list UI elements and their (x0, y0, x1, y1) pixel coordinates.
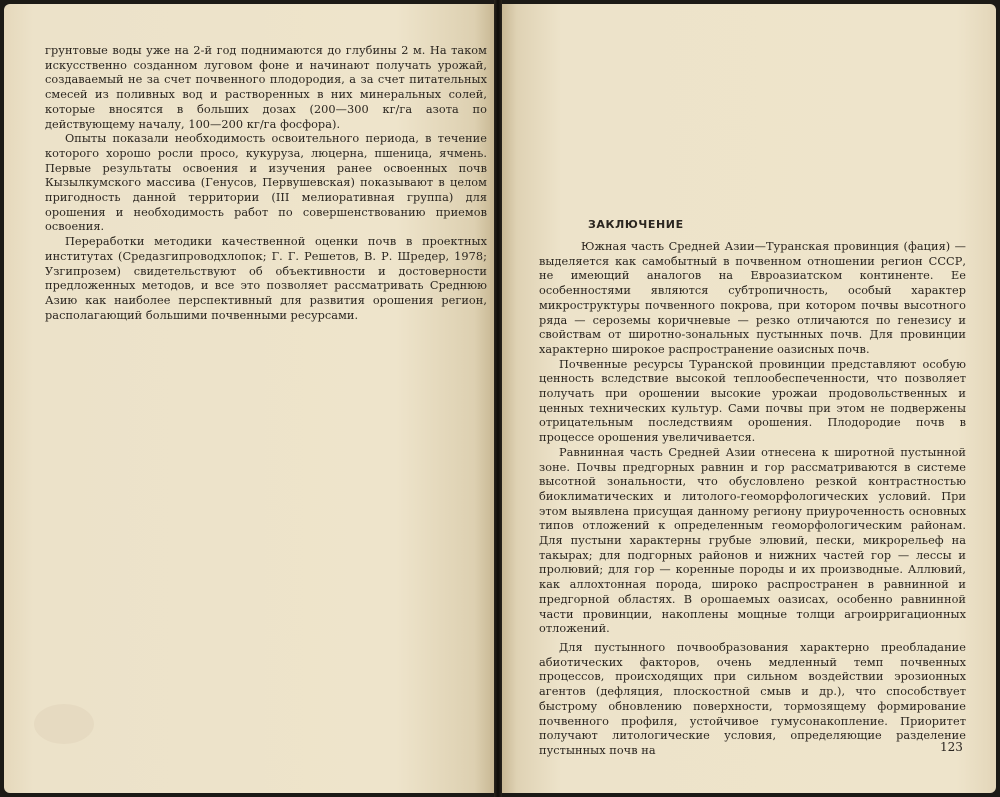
right-paragraph-4: Для пустынного почвообразования характерно преобладание абиотических факторов, очень медленный темп почвенных процессов, происходящих при сильном воздействии эрозионных агентов (дефляция, плоскостной смыв и др.), что способствует быстрому обновлению поверхности, тормозящему формирование почвенного профиля, устойчивое гумусонакопление. Приоритет получают литологические условия, определяющие разделение пустынных почв на (539, 640, 966, 757)
left-paragraph-2: Опыты показали необходимость освоительного периода, в течение которого хорошо росли просо, кукуруза, люцерна, пшеница, ячмень. Первые результаты освоения и изучения ранее освоенных почв Кызылкумского массива (Генусов, Первушевская) показывают в целом пригодность данной территории (III мелиоративная группа) для орошения и необходимость работ по совершенствованию приемов освоения. (45, 132, 487, 234)
left-paragraph-3: Переработки методики качественной оценки почв в проектных институтах (Средазгипроводхлопок; Г. Г. Решетов, В. Р. Шредер, 1978; Узгипрозем) свидетельствуют об объективности и достоверности предложенных методов, и все это позволяет рассматривать Среднюю Азию как наиболее перспективный для развития орошения регион, располагающий большими почвенными ресурсами. (45, 235, 487, 322)
left-page-text (45, 44, 487, 323)
left-paragraph-1: грунтовые воды уже на 2-й год поднимаются до глубины 2 м. На таком искусственно созданном луговом фоне и начинают получать урожай, создаваемый не за счет почвенного плодородия, а за счет питательных смесей из поливных вод и растворенных в них минеральных солей, которые вносятся в больших дозах (200—300 кг/га азота по действующему началу, 100—200 кг/га фосфора). (45, 44, 487, 131)
right-page (502, 4, 996, 793)
right-paragraph-1: Южная часть Средней Азии—Туранская провинция (фация) — выделяется как самобытный в почвенном отношении регион СССР, не имеющий аналогов на Евроазиатском континенте. Ее особенностями являются субтропичность, особый характер микроструктуры почвенного покрова, при котором почвы высотного ряда — сероземы коричневые — резко отличаются по генезису и свойствам от широтно-зональных пустынных почв. Для провинции характерно широкое распространение оазисных почв. (539, 240, 966, 356)
right-page-text (539, 240, 966, 759)
right-paragraph-3: Равнинная часть Средней Азии отнесена к широтной пустынной зоне. Почвы предгорных равнин и гор рассматриваются в системе высотной зональности, что обусловлено резкой контрастностью биоклиматических и литолого-геоморфологических условий. При этом выявлена присущая данному региону приуроченность основных типов отложений к определенным геоморфологическим районам. Для пустыни характерны грубые элювий, пески, микрорельеф на такырах; для подгорных районов и нижних частей гор — лессы и пролювий; для гор — коренные породы и их производные. Аллювий, как аллохтонная порода, широко распространен в равнинной и предгорной областях. В орошаемых оазисах, особенно равнинной части провинции, накоплены мощные толщи агроирригационных отложений. (539, 445, 966, 636)
page-stain (34, 704, 94, 744)
left-page (4, 4, 494, 793)
page-number: 123 (940, 740, 963, 754)
right-paragraph-2: Почвенные ресурсы Туранской провинции представляют особую ценность вследствие высокой теплообеспеченности, что позволяет получать при орошении высокие урожаи продовольственных и ценных технических культур. Сами почвы при этом не подвержены отрицательным последствиям орошения. Плодородие почв в процессе орошения увеличивается. (539, 357, 966, 445)
section-heading: ЗАКЛЮЧЕНИЕ (588, 218, 684, 231)
book-gutter (494, 0, 502, 797)
